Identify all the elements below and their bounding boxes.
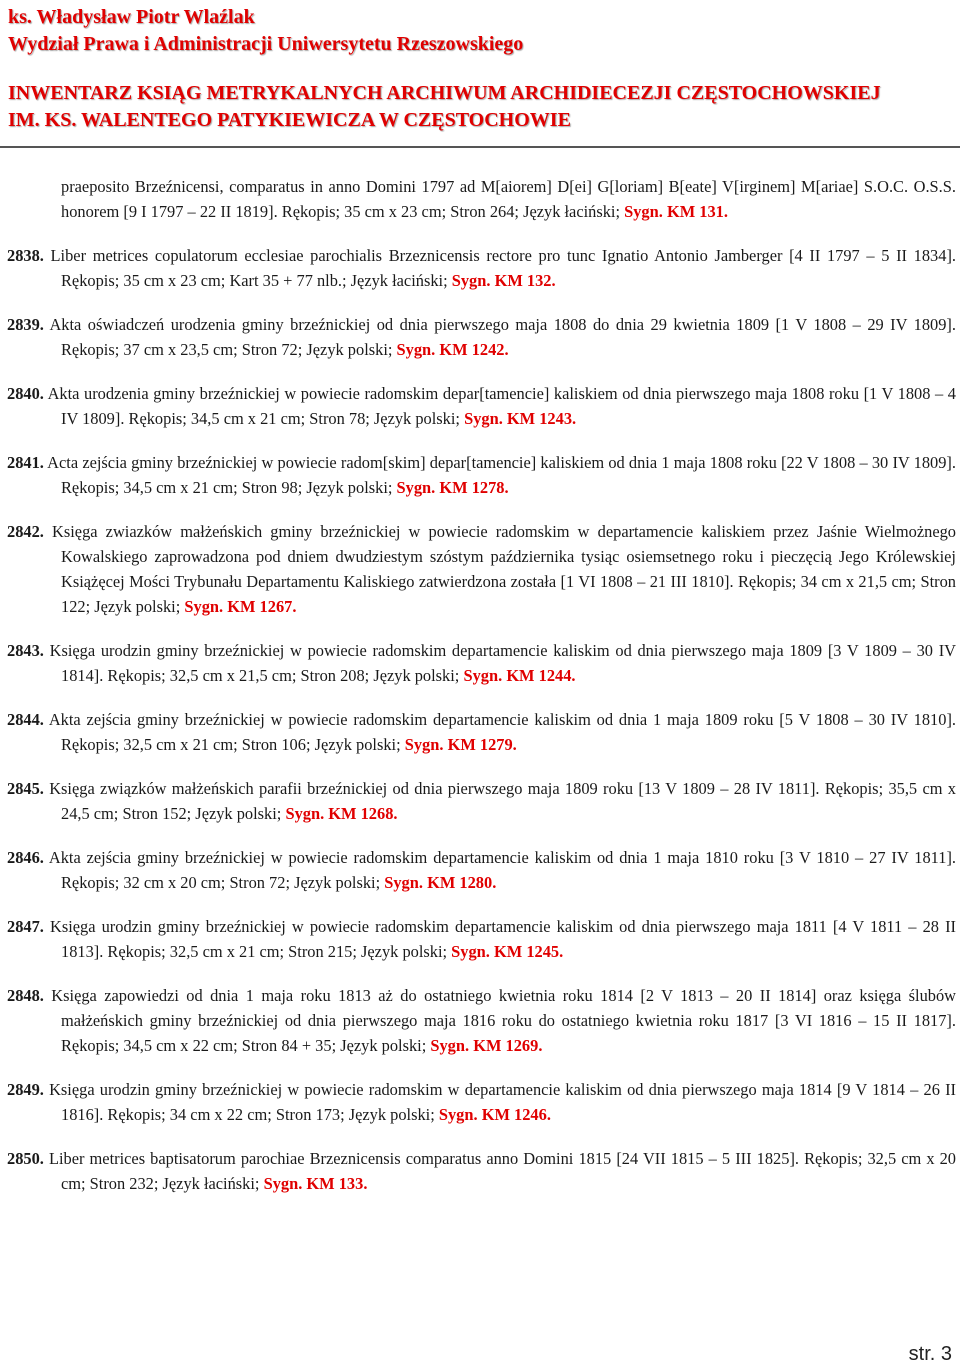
entry-text: Liber metrices baptisatorum parochiae Brzeznicensis comparatus anno Domini 1815 [24 VII 1815 – 5 III 1825]. Rękopis; 32,5 cm x 20 cm; Stron 232; Język łaciński; [43, 1149, 956, 1193]
list-item [7, 243, 956, 293]
list-item [7, 519, 956, 619]
list-item [7, 1146, 956, 1196]
sygn-value: KM 1244. [506, 666, 576, 685]
sygn-value: KM 1267. [227, 597, 297, 616]
sygn-label: Sygn. [430, 1036, 470, 1055]
list-item [7, 381, 956, 431]
entry-number: 2842. [7, 522, 44, 541]
sygn-value: KM 1242. [439, 340, 509, 359]
entry-number: 2849. [7, 1080, 44, 1099]
sygn-label: Sygn. [624, 202, 663, 221]
sygn-label: Sygn. [396, 340, 436, 359]
list-item [7, 776, 956, 826]
sygn-label: Sygn. [396, 478, 436, 497]
list-item [7, 312, 956, 362]
sygn-value: KM 1243. [506, 409, 577, 428]
entry-number: 2846. [7, 848, 44, 867]
entry-text: Księga zwiazków małżeńskich gminy brzeźnickiej w powiecie radomskim w departamencie kaliskiem przez Jaśnie Wielmożnego Kowalskiego zaprowadzona pod dniem dwudziestym szóstym października tysiąc osiemsetnego roku i pieczęcią Jego Królewskiej Książęcej Mości Trybunału Departamentu Kaliskiego zatwierdzona została [1 VI 1808 – 21 III 1810]. Rękopis; 34 cm x 21,5 cm; Stron 122; Język polski; [43, 522, 956, 616]
entry-number: 2847. [7, 917, 44, 936]
sygn-value: KM 1269. [473, 1036, 543, 1055]
page-number: str. 3 [908, 1343, 952, 1365]
entry-text: praeposito Brzeźnicensi, comparatus in anno Domini 1797 ad M[aiorem] D[ei] G[loriam] B[eate] V[irginem] M[ariae] S.O.C. O.S.S. honorem [9 I 1797 – 22 II 1819]. Rękopis; 35 cm x 23 cm; Stron 264; Język łaciński; [61, 177, 956, 221]
sygn-value: KM 131. [666, 202, 728, 221]
list-item [7, 1077, 956, 1127]
inventory-title-line-2: IM. KS. WALENTEGO PATYKIEWICZA W CZĘSTOCHOWIE [8, 109, 571, 131]
sygn-value: KM 1280. [427, 873, 497, 892]
entry-text: Księga urodzin gminy brzeźnickiej w powiecie radomskim departamencie kaliskim od dnia pierwszego maja 1811 [4 V 1811 – 28 II 1813]. Rękopis; 32,5 cm x 21 cm; Stron 215; Język polski; [43, 917, 956, 961]
entry-text: Acta zejścia gminy brzeźnickiej w powiecie radom[skim] depar[tamencie] kaliskiem od dnia 1 maja 1808 roku [22 V 1808 – 30 IV 1809]. Rękopis; 34,5 cm x 21 cm; Stron 98; Język polski; [43, 453, 956, 497]
sygn-label: Sygn. [285, 804, 325, 823]
entry-text: Akta urodzenia gminy brzeźnickiej w powiecie radomskim depar[tamencie] kaliskiem od dnia pierwszego maja 1808 roku [1 V 1808 – 4 IV 1809]. Rękopis; 34,5 cm x 21 cm; Stron 78; Język polski; [43, 384, 956, 428]
sygn-value: KM 1279. [447, 735, 517, 754]
entry-number: 2841. [7, 453, 44, 472]
inventory-list [7, 174, 956, 1215]
list-item [7, 638, 956, 688]
faculty-name: Wydział Prawa i Administracji Uniwersytetu Rzeszowskiego [8, 33, 524, 55]
sygn-value: KM 1268. [328, 804, 398, 823]
list-item [7, 707, 956, 757]
entry-number: 2844. [7, 710, 44, 729]
entry-number: 2839. [7, 315, 44, 334]
sygn-label: Sygn. [404, 735, 444, 754]
entry-text: Księga zapowiedzi od dnia 1 maja roku 1813 aż do ostatniego kwietnia roku 1814 [2 V 1813 – 20 II 1814] oraz księga ślubów małżeńskich gminy brzeźnickiej od dnia pierwszego maja 1816 roku do ostatniego kwietnia roku 1817 [3 VI 1816 – 15 II 1817]. Rękopis; 34,5 cm x 22 cm; Stron 84 + 35; Język polski; [43, 986, 956, 1055]
entry-text: Akta zejścia gminy brzeźnickiej w powiecie radomskim departamencie kaliskim od dnia 1 maja 1809 roku [5 V 1808 – 30 IV 1810]. Rękopis; 32,5 cm x 21 cm; Stron 106; Język polski; [43, 710, 956, 754]
entries-container [7, 243, 956, 1196]
entry-number: 2843. [7, 641, 44, 660]
sygn-label: Sygn. [384, 873, 423, 892]
list-item-continuation [61, 174, 956, 224]
entry-text: Księga związków małżeńskich parafii brzeźnickiej od dnia pierwszego maja 1809 roku [13 V 1809 – 28 IV 1811]. Rękopis; 35,5 cm x 24,5 cm; Stron 152; Język polski; [43, 779, 956, 823]
list-item [7, 914, 956, 964]
sygn-value: KM 133. [306, 1174, 368, 1193]
entry-text: Księga urodzin gminy brzeźnickiej w powiecie radomskim w departamencie kaliskim od dnia pierwszego maja 1814 [9 V 1814 – 26 II 1816]. Rękopis; 34 cm x 22 cm; Stron 173; Język polski; [43, 1080, 956, 1124]
entry-text: Księga urodzin gminy brzeźnickiej w powiecie radomskim departamencie kaliskim od dnia pierwszego maja 1809 [3 V 1809 – 30 IV 1814]. Rękopis; 32,5 cm x 21,5 cm; Stron 208; Język polski; [43, 641, 956, 685]
sygn-value: KM 1278. [439, 478, 509, 497]
entry-number: 2848. [7, 986, 44, 1005]
sygn-label: Sygn. [263, 1174, 303, 1193]
header-divider [0, 146, 960, 148]
sygn-label: Sygn. [464, 409, 503, 428]
sygn-label: Sygn. [463, 666, 503, 685]
entry-number: 2838. [7, 246, 44, 265]
sygn-value: KM 1245. [494, 942, 564, 961]
list-item [7, 450, 956, 500]
sygn-value: KM 132. [494, 271, 556, 290]
entry-text: Akta zejścia gminy brzeźnickiej w powiecie radomskim departamencie kaliskim od dnia 1 maja 1810 roku [3 V 1810 – 27 IV 1811]. Rękopis; 32 cm x 20 cm; Stron 72; Język polski; [43, 848, 956, 892]
document-header [8, 4, 953, 134]
entry-number: 2840. [7, 384, 44, 403]
entry-text: Akta oświadczeń urodzenia gminy brzeźnickiej od dnia pierwszego maja 1808 do dnia 29 kwietnia 1809 [1 V 1808 – 29 IV 1809]. Rękopis; 37 cm x 23,5 cm; Stron 72; Język polski; [43, 315, 956, 359]
sygn-label: Sygn. [184, 597, 224, 616]
sygn-label: Sygn. [451, 271, 491, 290]
list-item [7, 983, 956, 1058]
entry-text: Liber metrices copulatorum ecclesiae parochialis Brzeznicensis rectore pro tunc Ignatio Antonio Jamberger [4 II 1797 – 5 II 1834]. Rękopis; 35 cm x 23 cm; Kart 35 + 77 nlb.; Język łaciński; [43, 246, 956, 290]
author-name: ks. Władysław Piotr Wlaźlak [8, 6, 255, 28]
sygn-label: Sygn. [438, 1105, 478, 1124]
entry-number: 2850. [7, 1149, 44, 1168]
sygn-label: Sygn. [451, 942, 490, 961]
list-item [7, 845, 956, 895]
sygn-value: KM 1246. [481, 1105, 551, 1124]
inventory-title-line-1: INWENTARZ KSIĄG METRYKALNYCH ARCHIWUM ARCHIDIECEZJI CZĘSTOCHOWSKIEJ [8, 82, 881, 104]
entry-number: 2845. [7, 779, 44, 798]
